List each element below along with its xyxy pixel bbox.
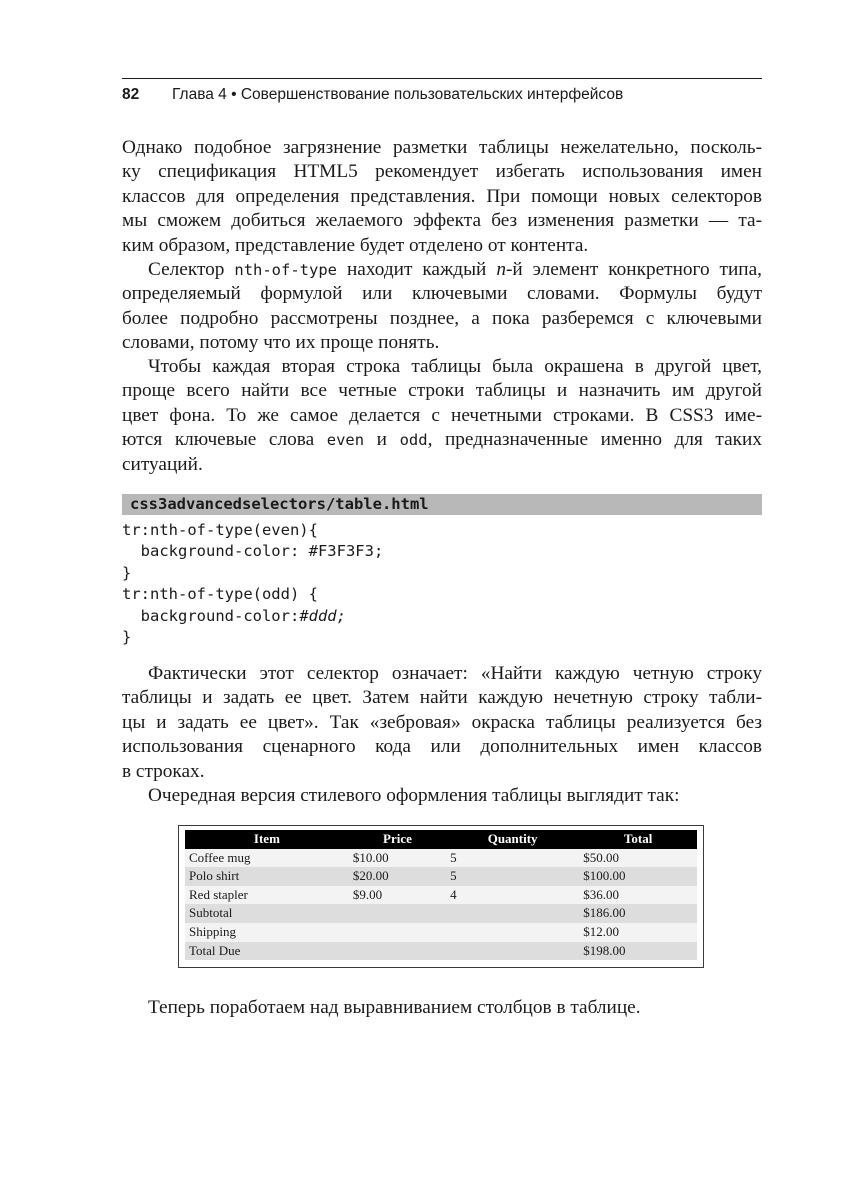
table-row xyxy=(185,904,697,923)
code-line: tr:nth-of-type(odd) { xyxy=(122,585,318,604)
text-line: классов для определения представления. При помощи новых селекторов xyxy=(122,185,762,207)
table-cell: 5 xyxy=(446,849,579,868)
text-line: проще всего найти все четные строки таблицы и назначить им другой xyxy=(122,380,762,402)
table-cell xyxy=(446,923,579,942)
table-cell: $9.00 xyxy=(349,886,446,905)
table-cell: Red stapler xyxy=(185,886,349,905)
table-cell: Subtotal xyxy=(185,904,349,923)
table-cell xyxy=(446,904,579,923)
text-line: более подробно рассмотрены позднее, а пока разберемся с ключевыми xyxy=(122,307,762,329)
paragraph-even-odd xyxy=(122,355,762,477)
table-row xyxy=(185,849,697,868)
code-listing-filename: css3advancedselectors/table.html xyxy=(122,494,762,515)
paragraph-nth-of-type xyxy=(122,258,762,356)
column-header: Quantity xyxy=(446,830,579,849)
inline-code: nth-of-type xyxy=(234,261,338,279)
text-line: ким образом, представление будет отделено от контента. xyxy=(122,234,589,256)
table-cell: $20.00 xyxy=(349,867,446,886)
text-line: цвет фона. То же самое делается с нечетными строками. В CSS3 име- xyxy=(122,404,762,426)
table-row xyxy=(185,886,697,905)
table-header-row xyxy=(185,830,697,849)
table-row xyxy=(185,923,697,942)
code-line: } xyxy=(122,627,132,646)
table-cell: $10.00 xyxy=(349,849,446,868)
code-listing xyxy=(122,520,762,648)
text-line: использования сценарного кода или дополнительных имен классов xyxy=(122,736,762,758)
text-line: таблицы и задать ее цвет. Затем найти каждую нечетную строку табли- xyxy=(122,687,762,709)
running-head xyxy=(122,78,762,105)
text-line: определяемый формулой или ключевыми словами. Формулы будут xyxy=(122,283,762,305)
code-line: tr:nth-of-type(even){ xyxy=(122,521,318,539)
table-cell: Coffee mug xyxy=(185,849,349,868)
text-line: Очередная версия стилевого оформления таблицы выглядит так: xyxy=(148,785,680,806)
text-line: Однако подобное загрязнение разметки таблицы нежелательно, посколь- xyxy=(122,137,762,158)
table-cell xyxy=(349,942,446,961)
table-cell: $198.00 xyxy=(579,942,697,961)
table-cell: $186.00 xyxy=(579,904,697,923)
paragraph-markup-pollution xyxy=(122,136,762,258)
code-line: background-color:#ddd; xyxy=(122,606,346,625)
table-cell: 4 xyxy=(446,886,579,905)
column-header: Price xyxy=(349,830,446,849)
table-cell: $50.00 xyxy=(579,849,697,868)
text-line: Селектор nth-of-type находит каждый n-й элемент конкретного типа, xyxy=(148,259,762,280)
paragraph-zebra xyxy=(122,662,762,784)
table-cell: Polo shirt xyxy=(185,867,349,886)
column-header: Total xyxy=(579,830,697,849)
text-line: Теперь поработаем над выравниванием столбцов в таблице. xyxy=(148,997,641,1018)
text-line: цы и задать ее цвет». Так «зебровая» окраска таблицы реализуется без xyxy=(122,711,762,733)
text-line: в строках. xyxy=(122,760,205,782)
table-cell: $100.00 xyxy=(579,867,697,886)
table-cell xyxy=(349,904,446,923)
text-line: словами, потому что их проще понять. xyxy=(122,332,440,354)
text-line: ситуаций. xyxy=(122,453,203,475)
column-header: Item xyxy=(185,830,349,849)
table-figure xyxy=(178,825,704,968)
table-cell: $12.00 xyxy=(579,923,697,942)
table-cell: 5 xyxy=(446,867,579,886)
code-line: } xyxy=(122,563,132,582)
table-row xyxy=(185,942,697,961)
table-cell: Total Due xyxy=(185,942,349,961)
invoice-table xyxy=(185,830,697,960)
text-line: ку спецификация HTML5 рекомендует избегать использования имен xyxy=(122,161,762,183)
code-line: background-color: #F3F3F3; xyxy=(122,542,384,561)
text-line: мы сможем добиться желаемого эффекта без изменения разметки — та- xyxy=(122,210,762,232)
inline-code: odd xyxy=(399,431,428,450)
paragraph-column-alignment xyxy=(122,996,762,1020)
text-line: Чтобы каждая вторая строка таблицы была окрашена в другой цвет, xyxy=(148,356,762,377)
table-cell: Shipping xyxy=(185,923,349,942)
table-cell xyxy=(446,942,579,961)
table-row xyxy=(185,867,697,886)
text-line: ются ключевые слова even и odd, предназначенные именно для таких xyxy=(122,429,762,451)
paragraph-next-version xyxy=(122,784,762,808)
inline-code: even xyxy=(326,431,365,450)
table-cell: $36.00 xyxy=(579,886,697,905)
table-cell xyxy=(349,923,446,942)
chapter-title: Глава 4 • Совершенствование пользовательских интерфейсов xyxy=(172,86,624,103)
text-line: Фактически этот селектор означает: «Найти каждую четную строку xyxy=(148,663,762,684)
page-number: 82 xyxy=(122,86,140,103)
